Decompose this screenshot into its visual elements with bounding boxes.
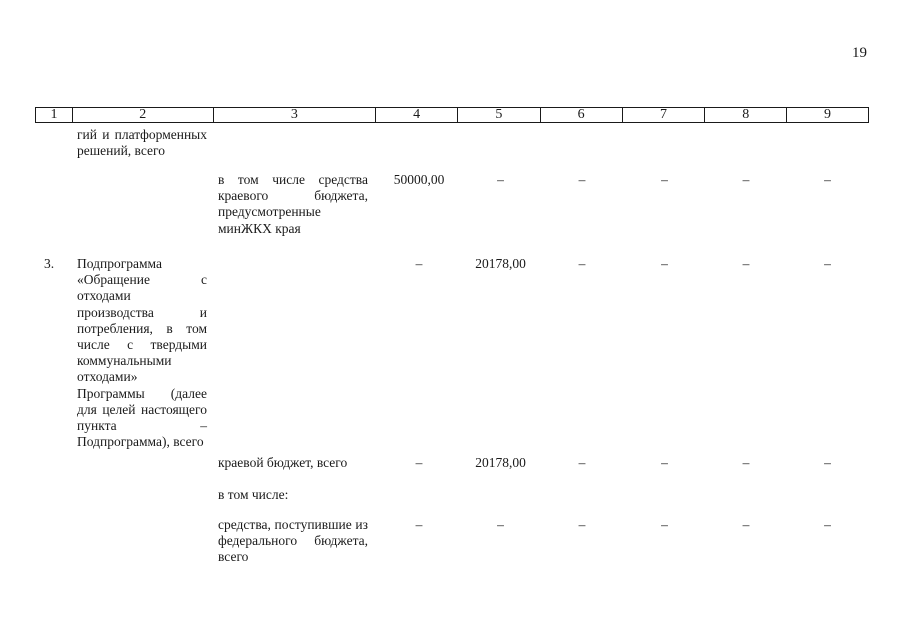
header-col-2: 2 [73, 108, 214, 122]
table-header-row [35, 107, 869, 123]
row-6-col-5: – [497, 517, 504, 532]
row-4-col-6: – [578, 455, 586, 470]
row-6-col-6: – [578, 517, 586, 532]
row-6-col-3: средства, поступившие из федерального бюджета, всего [218, 517, 368, 565]
page-number: 19 [852, 45, 867, 61]
row-3-col-1: 3. [44, 256, 55, 271]
row-2-col-3: в том числе средства краевого бюджета, предусмотренные минЖКХ края [218, 172, 368, 236]
row-3-col-6: – [578, 256, 586, 271]
row-2-col-9: – [824, 172, 831, 187]
row-2-col-5: – [497, 172, 504, 187]
row-1-col-2: гий и платформенных решений, всего [77, 127, 207, 159]
row-4-col-7: – [661, 455, 668, 470]
row-4-col-9: – [824, 455, 831, 470]
row-2-col-8: – [742, 172, 750, 187]
row-4-col-5: 20178,00 [475, 455, 526, 470]
header-col-7: 7 [623, 108, 706, 122]
row-6-col-4: – [415, 517, 423, 532]
row-3-col-2: Подпрограмма «Обращение с отходами производства и потребления, в том числе с твердыми коммунальными отходами» Программы (далее для целей настоящего пункта – Подпрограмма), всего [77, 256, 207, 450]
header-col-1: 1 [36, 108, 73, 122]
row-5-col-3: в том числе: [218, 487, 289, 502]
row-4-col-8: – [742, 455, 750, 470]
row-6-col-7: – [661, 517, 668, 532]
row-3-col-5: 20178,00 [475, 256, 526, 271]
row-4-col-3: краевой бюджет, всего [218, 455, 348, 470]
row-3-col-7: – [661, 256, 668, 271]
row-2-col-7: – [661, 172, 668, 187]
row-3-col-9: – [824, 256, 831, 271]
row-6-col-8: – [742, 517, 750, 532]
header-col-8: 8 [705, 108, 787, 122]
row-6-col-9: – [824, 517, 831, 532]
header-col-5: 5 [458, 108, 541, 122]
header-col-4: 4 [376, 108, 458, 122]
row-2-col-6: – [578, 172, 586, 187]
header-col-6: 6 [541, 108, 623, 122]
row-3-col-8: – [742, 256, 750, 271]
header-col-9: 9 [824, 107, 832, 122]
row-2-col-4: 50000,00 [393, 172, 445, 187]
header-col-3: 3 [214, 108, 377, 122]
row-4-col-4: – [415, 455, 423, 470]
row-3-col-4: – [415, 256, 423, 271]
